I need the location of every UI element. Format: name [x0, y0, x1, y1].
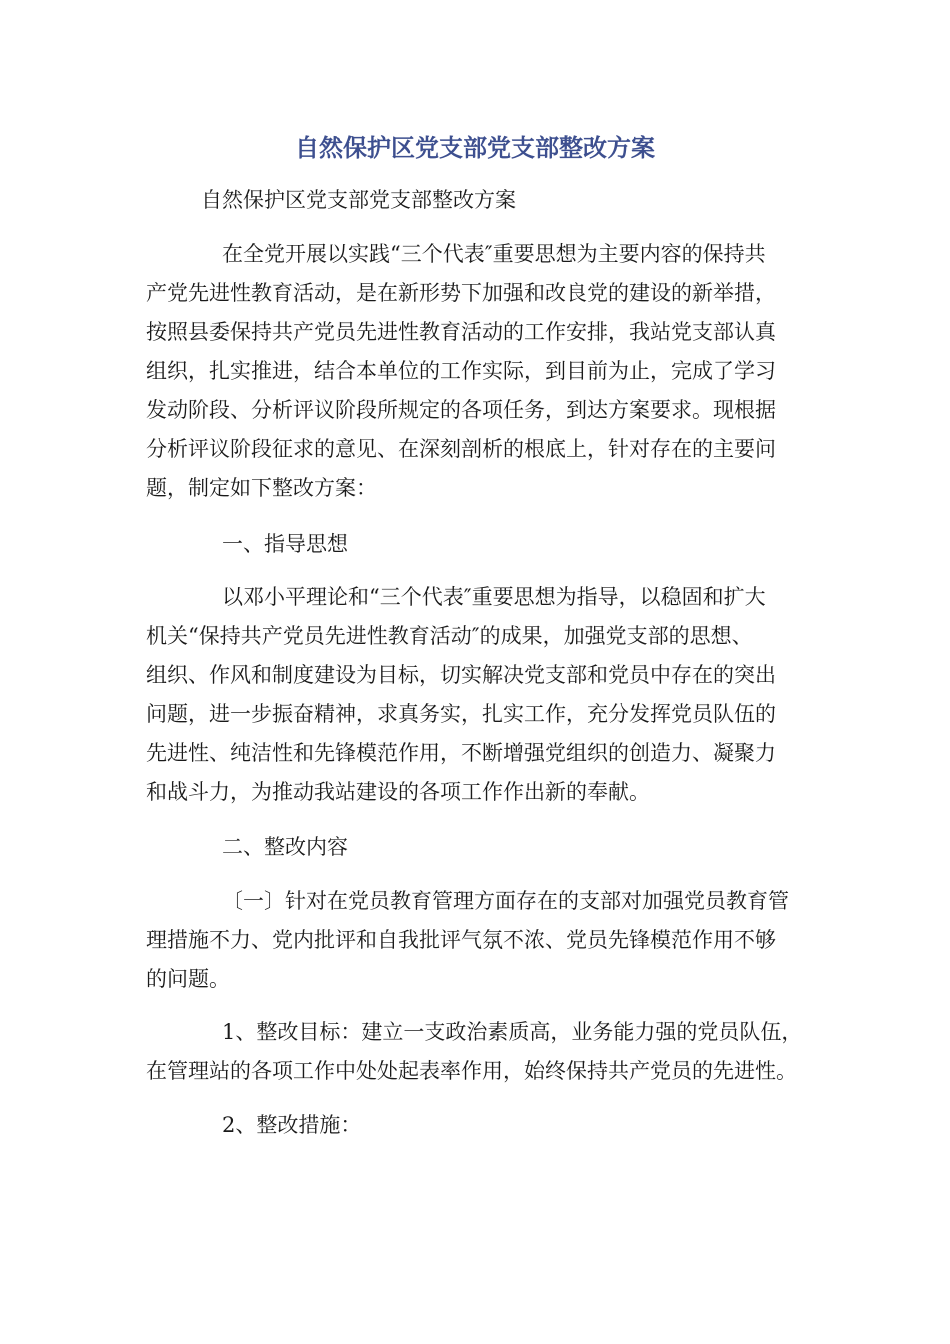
guiding-ideology-paragraph: [146, 578, 806, 812]
paragraph-line: 发动阶段、分析评议阶段所规定的各项任务，到达方案要求。现根据: [146, 398, 776, 422]
document-title: 自然保护区党支部党支部整改方案: [295, 134, 655, 162]
paragraph-line: 产党先进性教育活动，是在新形势下加强和改良党的建设的新举措，: [146, 281, 776, 305]
paragraph-line: 组织、作风和制度建设为目标，切实解决党支部和党员中存在的突出: [146, 663, 776, 687]
paragraph-line: 先进性、纯洁性和先锋模范作用，不断增强党组织的创造力、凝聚力: [146, 741, 776, 765]
paragraph-line: 〔一〕针对在党员教育管理方面存在的支部对加强党员教育管: [222, 889, 789, 913]
paragraph-line: 的问题。: [146, 967, 230, 991]
paragraph-line: 问题，进一步振奋精神，求真务实，扎实工作，充分发挥党员队伍的: [146, 702, 776, 726]
paragraph-line: 以邓小平理论和“三个代表″重要思想为指导，以稳固和扩大: [222, 585, 766, 609]
rectification-goal-paragraph: [146, 1013, 806, 1091]
paragraph-line: 在管理站的各项工作中处处起表率作用，始终保持共产党员的先进性。: [146, 1059, 797, 1083]
paragraph-line: 题，制定如下整改方案：: [146, 476, 377, 500]
item-one-paragraph: [146, 882, 806, 999]
paragraph-line: 1、整改目标：建立一支政治素质高，业务能力强的党员队伍，: [222, 1020, 803, 1044]
paragraph-line: 组织，扎实推进，结合本单位的工作实际，到目前为止，完成了学习: [146, 359, 776, 383]
section-heading-guiding-ideology: 一、指导思想: [222, 532, 348, 556]
intro-paragraph: [146, 235, 806, 508]
section-heading-rectification-content: 二、整改内容: [222, 835, 348, 859]
paragraph-line: 按照县委保持共产党员先进性教育活动的工作安排，我站党支部认真: [146, 320, 776, 344]
paragraph-line: 在全党开展以实践“三个代表″重要思想为主要内容的保持共: [222, 242, 766, 266]
paragraph-line: 机关“保持共产党员先进性教育活动″的成果，加强党支部的思想、: [146, 624, 753, 648]
paragraph-line: 理措施不力、党内批评和自我批评气氛不浓、党员先锋模范作用不够: [146, 928, 776, 952]
paragraph-line: 和战斗力，为推动我站建设的各项工作作出新的奉献。: [146, 780, 650, 804]
document-subtitle: 自然保护区党支部党支部整改方案: [201, 188, 516, 212]
paragraph-line: 分析评议阶段征求的意见、在深刻剖析的根底上，针对存在的主要问: [146, 437, 776, 461]
rectification-measures-heading: 2、整改措施：: [222, 1113, 362, 1137]
